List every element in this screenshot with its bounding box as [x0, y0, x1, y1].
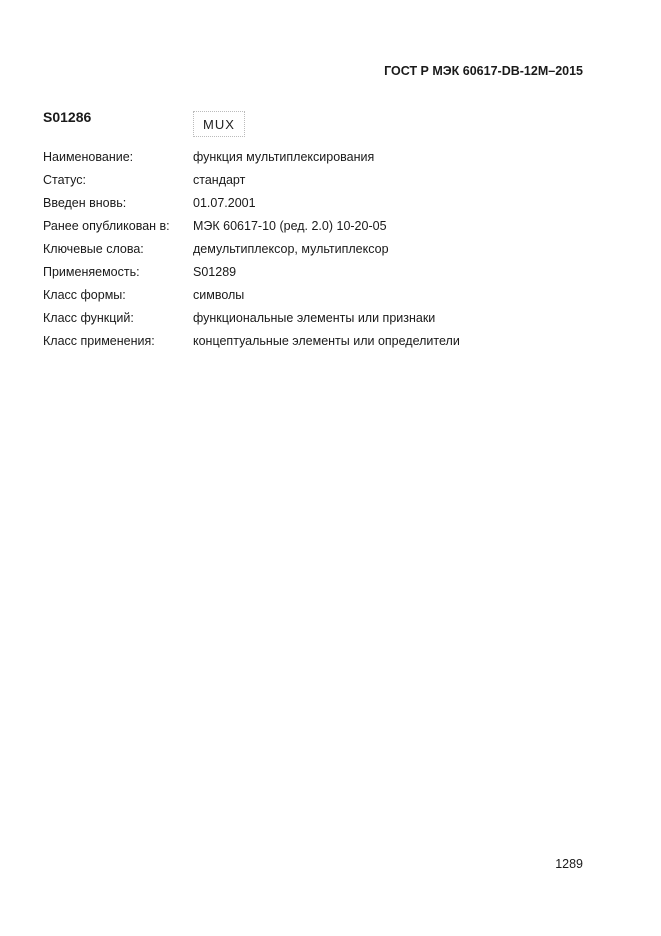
- field-label: Класс формы:: [43, 288, 126, 302]
- field-label: Ключевые слова:: [43, 242, 144, 256]
- field-row: [43, 172, 460, 195]
- field-value: функциональные элементы или признаки: [193, 311, 436, 325]
- field-value: символы: [193, 288, 245, 302]
- field-value: МЭК 60617-10 (ред. 2.0) 10-20-05: [193, 219, 387, 233]
- page-number: 1289: [555, 857, 583, 871]
- standard-header: ГОСТ Р МЭК 60617-DB-12M–2015: [384, 64, 583, 78]
- field-label: Статус:: [43, 173, 86, 187]
- field-row: [43, 218, 460, 241]
- symbol-code: S01286: [43, 109, 92, 125]
- field-label: Класс применения:: [43, 334, 155, 348]
- field-value: функция мультиплексирования: [193, 150, 375, 164]
- field-label: Введен вновь:: [43, 196, 127, 210]
- field-row: [43, 264, 460, 287]
- field-row: [43, 287, 460, 310]
- attribute-table: [43, 149, 460, 356]
- field-value: 01.07.2001: [193, 196, 256, 210]
- field-label: Ранее опубликован в:: [43, 219, 170, 233]
- field-row: [43, 310, 460, 333]
- field-value: концептуальные элементы или определители: [193, 334, 460, 348]
- field-label: Наименование:: [43, 150, 134, 164]
- mux-symbol: MUX: [193, 111, 245, 137]
- field-value: S01289: [193, 265, 237, 279]
- field-label: Класс функций:: [43, 311, 134, 325]
- field-row: [43, 333, 460, 356]
- field-value: демультиплексор, мультиплексор: [193, 242, 389, 256]
- field-value: стандарт: [193, 173, 246, 187]
- field-label: Применяемость:: [43, 265, 140, 279]
- field-row: [43, 241, 460, 264]
- field-row: [43, 195, 460, 218]
- field-row: [43, 149, 460, 172]
